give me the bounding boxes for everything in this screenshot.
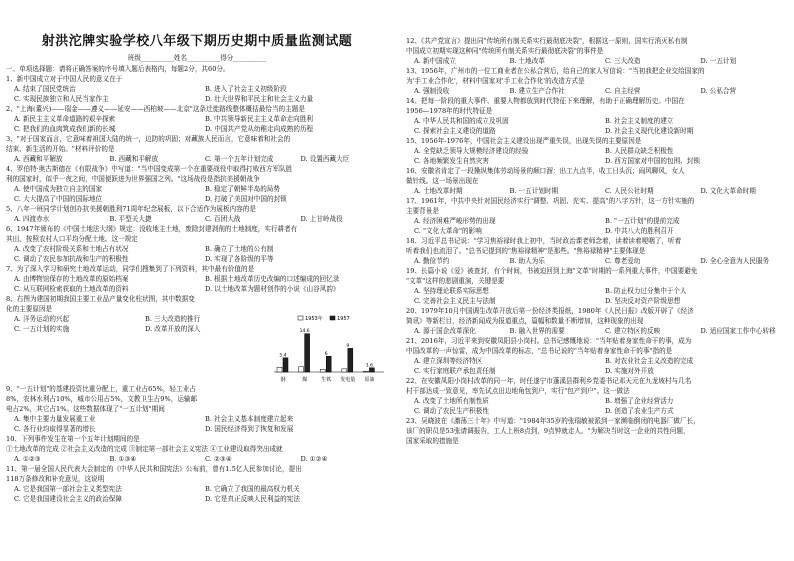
option-b: B. 土地改革 [509,57,545,65]
options-row [6,414,388,424]
question-line: 1、新中国成立对于中国人民的意义在于 [6,75,123,83]
question-line: 听着我们也流泪了。"总书记提到的"焦裕禄精神"是那些。"焦裕禄精神"主要体现是 [406,247,646,255]
option-a: C. 实现民族独立和人民当家作主 [14,95,109,103]
option-a: A. 四渡赤水 [14,215,50,223]
bar-1953年-发电量 [342,369,347,372]
question-line: 中国成立初期实现这种同"传统所有制关系实行最彻底决裂"的事件是 [406,47,604,55]
tick-label: 钢 [280,377,286,383]
question-line: 结束、新生活的开始。"材料评价的是 [6,145,115,153]
industry-output-chart-svg [268,314,386,384]
option-b: D. 坚决反对资产阶级思想 [605,297,681,305]
question-line: 8、右图为建国初期我国主要工业品产量变化柱状图，其中数据变 [6,295,195,303]
question-line: 化的主要原因是 [6,305,53,313]
option-a: C. 把我们的血肉筑成我们新的长城 [14,125,116,133]
option-b: B. 它确立了我国的最高权力机关 [205,485,300,493]
option-d: D. 一五计划 [700,57,737,65]
options-row [406,366,788,376]
question-line: 8%，农林水利占10%，城市公用占5%，文教卫生占9%，运输邮 [6,395,198,403]
options-row [406,86,788,96]
question-line: 7、为了深入学习和研究土地改革运动，同学们搜集到了下列资料，其中最有价值的是 [6,265,255,273]
options-row [6,284,388,294]
right-questions [406,36,788,446]
industry-output-chart [268,314,386,384]
options-row [6,244,388,254]
question-line: 118万条修改和补充意见，这说明 [6,475,105,483]
tick-label: 原油 [364,377,375,383]
options-row [6,184,388,194]
option-b: B. 防止权力过分集中于个人 [605,287,687,295]
option-a: A. 西藏和平解放 [14,155,63,163]
question-line: 9、"一五计划"的基建投资比重分配上，重工业占65%，轻工业占 [6,385,196,393]
option-a: A. 坚持理论联系实际思想 [414,287,489,295]
bar-1957-生铁 [326,356,331,372]
left-questions [6,64,388,314]
options-row [6,494,388,504]
bar-1957-钢 [283,358,288,372]
options-row [6,484,388,494]
question-line: "文革"这样的悲剧重演，关键是要 [406,277,505,285]
options-row [406,326,788,336]
option-c: C. 自主经营 [605,87,641,95]
question-line: 做针线。这一场景出现在 [406,177,479,185]
legend-swatch-1957 [330,316,335,320]
question-line: 电占2%，其它占1%。这些数据体现了"一五计划"期间 [6,405,165,413]
question-line: 为'手工业合作化'，材料中国家对'手工业合作化'的改造方式是 [406,77,585,85]
options-row [406,406,788,416]
options-row [406,126,788,136]
right-column [406,0,788,561]
option-d: D. 适应国家工作中心转移 [700,327,776,335]
option-a: C. 大大提高了中国的国际地位 [14,195,103,203]
option-b: B. 对农业社会主义改造的完成 [605,357,694,365]
option-b: D. 国民经济得到了恢复和发展 [205,425,294,433]
option-a: A. 由博物馆保存的土地改革的原始档案 [14,275,129,283]
question-line: 21、2016年，习近平来到安徽凤阳县小岗村。总书记感慨地说："当年贴着身家性命干的事，成为 [406,337,692,345]
question-line: 10、下列事件发生在第一个五年计划期间的是 [6,435,140,443]
question-line: 6、1947年颁布的《中国土地法大纲》规定：没收地主土地，废除封建剥削的土地制度，实行耕者有 [6,225,298,233]
question-line: 简讯》等新栏目，经济新闻成为报道重点，篇幅和数量不断增加，这种现象的出现 [406,317,644,325]
legend-swatch-1953 [298,316,303,320]
options-row [406,116,788,126]
question-line: 14、把每一阶段的重大事件、重要人物都放到时代特征下来理解，有助于正确理解历史。中国在 [406,97,685,105]
data-label: 14.6 [299,329,310,335]
bar-1957-煤 [305,334,310,372]
question-line: 19、长篇小说《爱》被查封，有个时间，书被迫回到上海"文革"时期的一系列重大事件，中国要避免 [406,267,698,275]
option-a: C. 从互联网检索获取的土地改革的资料 [14,285,129,293]
options-row [406,146,788,156]
q8-option-c: C. 一五计划的实施 [14,325,70,333]
option-a: C. 完善社会主义民主与法制 [414,297,496,305]
question-line: 22、在安徽凤阳小岗村改革的同一年，时任遂宁市蓬溪县群利乡党委书记邓天元在九龙坡村与几名 [406,377,692,385]
option-b: D. 中共八大的胜利召开 [605,227,674,235]
question-line: 20、1979年10月中国调生改革开放后第一份经济类报纸，1980年《人民日报》改版开辟了《经济 [406,307,694,315]
option-a: A. 集中主要力量发展重工业 [14,415,96,423]
option-d: D. 上甘岭战役 [300,215,343,223]
option-a: A. ①②③ [14,455,41,463]
question-line: 2、"上海(董兴)——瑞金——遵义——延安——西柏坡——北京"这条迁徙路线整体概括最恰当的主题是 [6,105,305,113]
option-a: A. 强制没收 [414,87,450,95]
question-line: 11、第一届全国人民代表大会制定的《中华人民共和国宪法》公布前，曾有1.5亿人民参加讨论，提出 [6,465,302,473]
question-line: 该厂的职员是53张请调报告，工人上班8点到，9点钟就走人。"为解决当时这一企业的共性问题， [406,427,690,435]
bar-1957-原油 [369,368,374,372]
data-label: 1.6 [365,363,373,369]
option-a: A. 土地改革时期 [414,187,463,195]
options-row [6,454,388,464]
option-c: C. 百团大战 [205,215,241,223]
option-b: B. 建立生产合作社 [509,87,565,95]
exam-title: 射洪沱牌实验学校八年级下期历史期中质量监测试题 [41,34,353,49]
options-row [406,356,788,366]
option-a: A. 源于国企改革深化 [414,327,476,335]
option-d: D. ①②④ [300,455,328,463]
option-b: B. 西藏和平解放 [109,155,159,163]
options-row [6,94,388,104]
option-b: D. 实现了各阶级的平等 [205,255,274,263]
option-b: D. 实施对外开放 [605,367,654,375]
options-row [6,214,388,224]
left-questions-continued [6,384,388,504]
option-a: A. 建立深圳等经济特区 [414,357,483,365]
question-line: 23、吴晓波在《激荡三十年》中写道："1984年35岁的张瑞敏被派到一家濒临倒闭的电器厂做厂长， [406,417,700,425]
question-line: 利的国家时，似乎一夜之间，中国便跃进为世界强国之列。"这场战役是指抗美援朝战争 [6,175,260,183]
option-b: B. 确立了土地的公有制 [205,245,274,253]
question-8-options [6,314,268,384]
option-c: C. 人民公社时期 [605,187,654,195]
option-b: D. 打破了美国对中国的封锁 [205,195,287,203]
option-b: B. 稳定了朝鲜半岛的局势 [205,185,280,193]
option-a: A. 改变了土地所有制性质 [414,397,489,405]
option-c: C. ②③④ [205,455,232,463]
option-a: C. 调动了农民生产积极性 [414,407,489,415]
option-b: B. 增强了企业经营活力 [605,397,674,405]
question-line: 村干部达成一致意见，率先试点田边地角包到户，实行"包产到户"。这一做法 [406,387,630,395]
option-a: A. 新中国成立 [414,57,456,65]
option-b: B. ①③④ [109,455,137,463]
options-row [6,114,388,124]
option-a: A. 新民主主义革命道路的艰辛探索 [14,115,116,123]
data-label: 9 [346,343,350,349]
options-row [6,424,388,434]
question-8-block [6,314,388,384]
question-line: ①土地改革的完成 ②社会主义改造的完成 ③制定第一部社会主义宪法 ④工业建设取得突出成就 [6,445,283,453]
options-row [406,156,788,166]
option-a: C. 调动了农民参加抗战和生产的积极性 [14,255,129,263]
option-a: A. 经济困难严峻形势的出现 [414,217,496,225]
option-a: C. 实行家庭联产承包责任制 [414,367,496,375]
options-row [6,124,388,134]
option-d: D. 设置西藏大臣 [300,155,350,163]
tick-label: 发电量 [340,377,356,383]
q8-option-b: B. 三大改造的推行 [145,315,201,323]
option-b: D. 创造了农业生产方式 [605,407,674,415]
options-row [406,186,788,196]
question-line: 5、八年一班同学计划创办抗美援朝胜利71周年纪念展板，以下合适作为展板内容的是 [6,205,256,213]
question-line: 3、"对于国家而言，它意味着祖国大陆的统一，边防的巩固；对藏族人民而言，它意味着和社会的 [6,135,291,143]
question-line: 18、习近平总书记说："学习焦裕禄时我上初中，当时政治课老师念着，读着读着哽咽了，听着 [406,237,682,245]
legend-label-1957: 1957 [337,316,350,322]
data-label: 5.4 [279,353,287,359]
options-row [406,286,788,296]
option-b: D. 中国共产党从幼稚走向成熟的历程 [205,125,314,133]
left-column [6,0,388,561]
options-row [406,216,788,226]
bar-1957-发电量 [348,348,353,372]
option-c: C. 三大改造 [605,57,641,65]
option-b: B. 平型关大捷 [109,215,152,223]
option-b: D. 壮大世界和平民主和社会主义力量 [205,95,314,103]
question-line: 其田，按照农村人口平均分配土地。这一规定 [6,235,138,243]
option-a: A. 结束了国民党统治 [14,85,76,93]
legend-label-1953: 1953年 [305,316,323,322]
option-b: B. 人民群众缺乏积极性 [605,147,674,155]
option-a: A. 它是我国第一部社会主义类型宪法 [14,485,122,493]
option-a: C. 它是我国建设社会主义的政治保障 [14,495,122,503]
option-b: D. 以土地改革为题材创作的小说《山谷风韵》 [205,285,340,293]
options-row [6,154,388,164]
bar-1953年-钢 [277,367,282,372]
question-line: 4、罗伯特·奥古斯德在《有限战争》中写道："当中国变成第一个在重要战役中取得打败西方军队胜 [6,165,293,173]
option-d: D. 全心全意为人民服务 [700,257,770,265]
option-b: B. 助人为乐 [509,257,545,265]
option-a: C. 各地频繁发生自然灾害 [414,157,489,165]
tick-label: 生铁 [321,377,332,383]
option-b: B. 根据土地改革历史改编的口述编成的回忆录 [205,275,340,283]
option-b: D. 它是真正反映人民利益的宪法 [205,495,300,503]
option-a: A. 改变了农村阶级关系和土地占有状况 [14,245,129,253]
question-line: 16、安徽省肯定了一段操纵集体劳动场景的顺口溜：出工九点半，收工日头沉；闹风聊风，女人 [406,167,685,175]
option-b: B. "一五计划"的提前完成 [605,217,680,225]
question-line: 1956—1978年的时代特征是 [406,107,493,115]
data-label: 6 [324,351,328,357]
options-row [6,194,388,204]
q8-option-d: D. 改革开放的深入 [145,325,201,333]
option-b: B. 中共领导新民主主义革命走向胜利 [205,115,313,123]
option-b: D. 社会主义现代化建设新时期 [605,127,694,135]
q8-option-a: A. 洋务运动的兴起 [14,315,70,323]
question-line: 主要背景是 [406,207,439,215]
option-b: D. 西方国家对中国的包围、封锁 [605,157,700,165]
bar-1953年-生铁 [320,369,325,372]
question-line: 中国改革的一声惊雷，成为中国改革的标志，"总书记说的"当年贴着身家性命干的事"指的是 [406,347,673,355]
option-a: C. "文化大革命"的影响 [414,227,482,235]
options-row [406,396,788,406]
options-row [6,254,388,264]
options-row [406,296,788,306]
question-line: 17、1961年，中共中央针对国民经济实行"调整、巩固、充实、提高"的八字方针，这一方针实施的 [406,197,695,205]
options-row [406,226,788,236]
option-a: A. 勤俭节约 [414,257,450,265]
bar-1953年-原油 [363,371,368,372]
student-info-line: 班级__________姓名__________得分__________ [127,54,267,62]
option-b: B. 社会主义基本制度建立起来 [205,415,294,423]
options-row [6,84,388,94]
question-line: 15、1956年-1976年，中国社会主义建设出现严重失误，出现失误的主要原因是 [406,137,642,145]
question-line: 12、《共产党宣言》提出同"传统所有制关系实行最彻底决裂"，根据这一原则，国实行消灭私有制 [406,37,688,45]
option-a: A. 全党缺乏领导大规模经济建设的经验 [414,147,529,155]
option-c: C. 建立特区的反映 [605,327,661,335]
option-d: D. 文化大革命时期 [700,187,756,195]
option-c: C. 第一个五年计划完成 [205,155,274,163]
question-line: 一、单项选择题：请将正确答案的序号填入题后表格内，每题2分，共60分。 [6,65,230,73]
option-a: C. 各行业均取得显著的增长 [14,425,96,433]
option-a: C. 探索社会主义建设的道路 [414,127,496,135]
option-b: B. 融入世界的需要 [509,327,565,335]
question-line: 13、1956年，广州市的一位工商业者在公私合营后，给自己的家人写信说："当初我把企业交给国家的 [406,67,705,75]
option-c: C. 尊老爱幼 [605,257,641,265]
tick-label: 煤 [302,377,308,383]
option-d: D. 公私合营 [700,87,737,95]
option-a: A. 使中国成为独立自主的国家 [14,185,103,193]
options-row [406,256,788,266]
option-b: B. 社会主义制度的建立 [605,117,674,125]
question-line: 国家采取的措施是 [406,437,459,445]
bar-1953年-煤 [299,367,304,372]
option-a: A. 中华人民共和国的成立及巩固 [414,117,509,125]
option-b: B. 一五计划时期 [509,187,559,195]
options-row [406,56,788,66]
options-row [6,274,388,284]
option-b: B. 进入了社会主义初级阶段 [205,85,287,93]
